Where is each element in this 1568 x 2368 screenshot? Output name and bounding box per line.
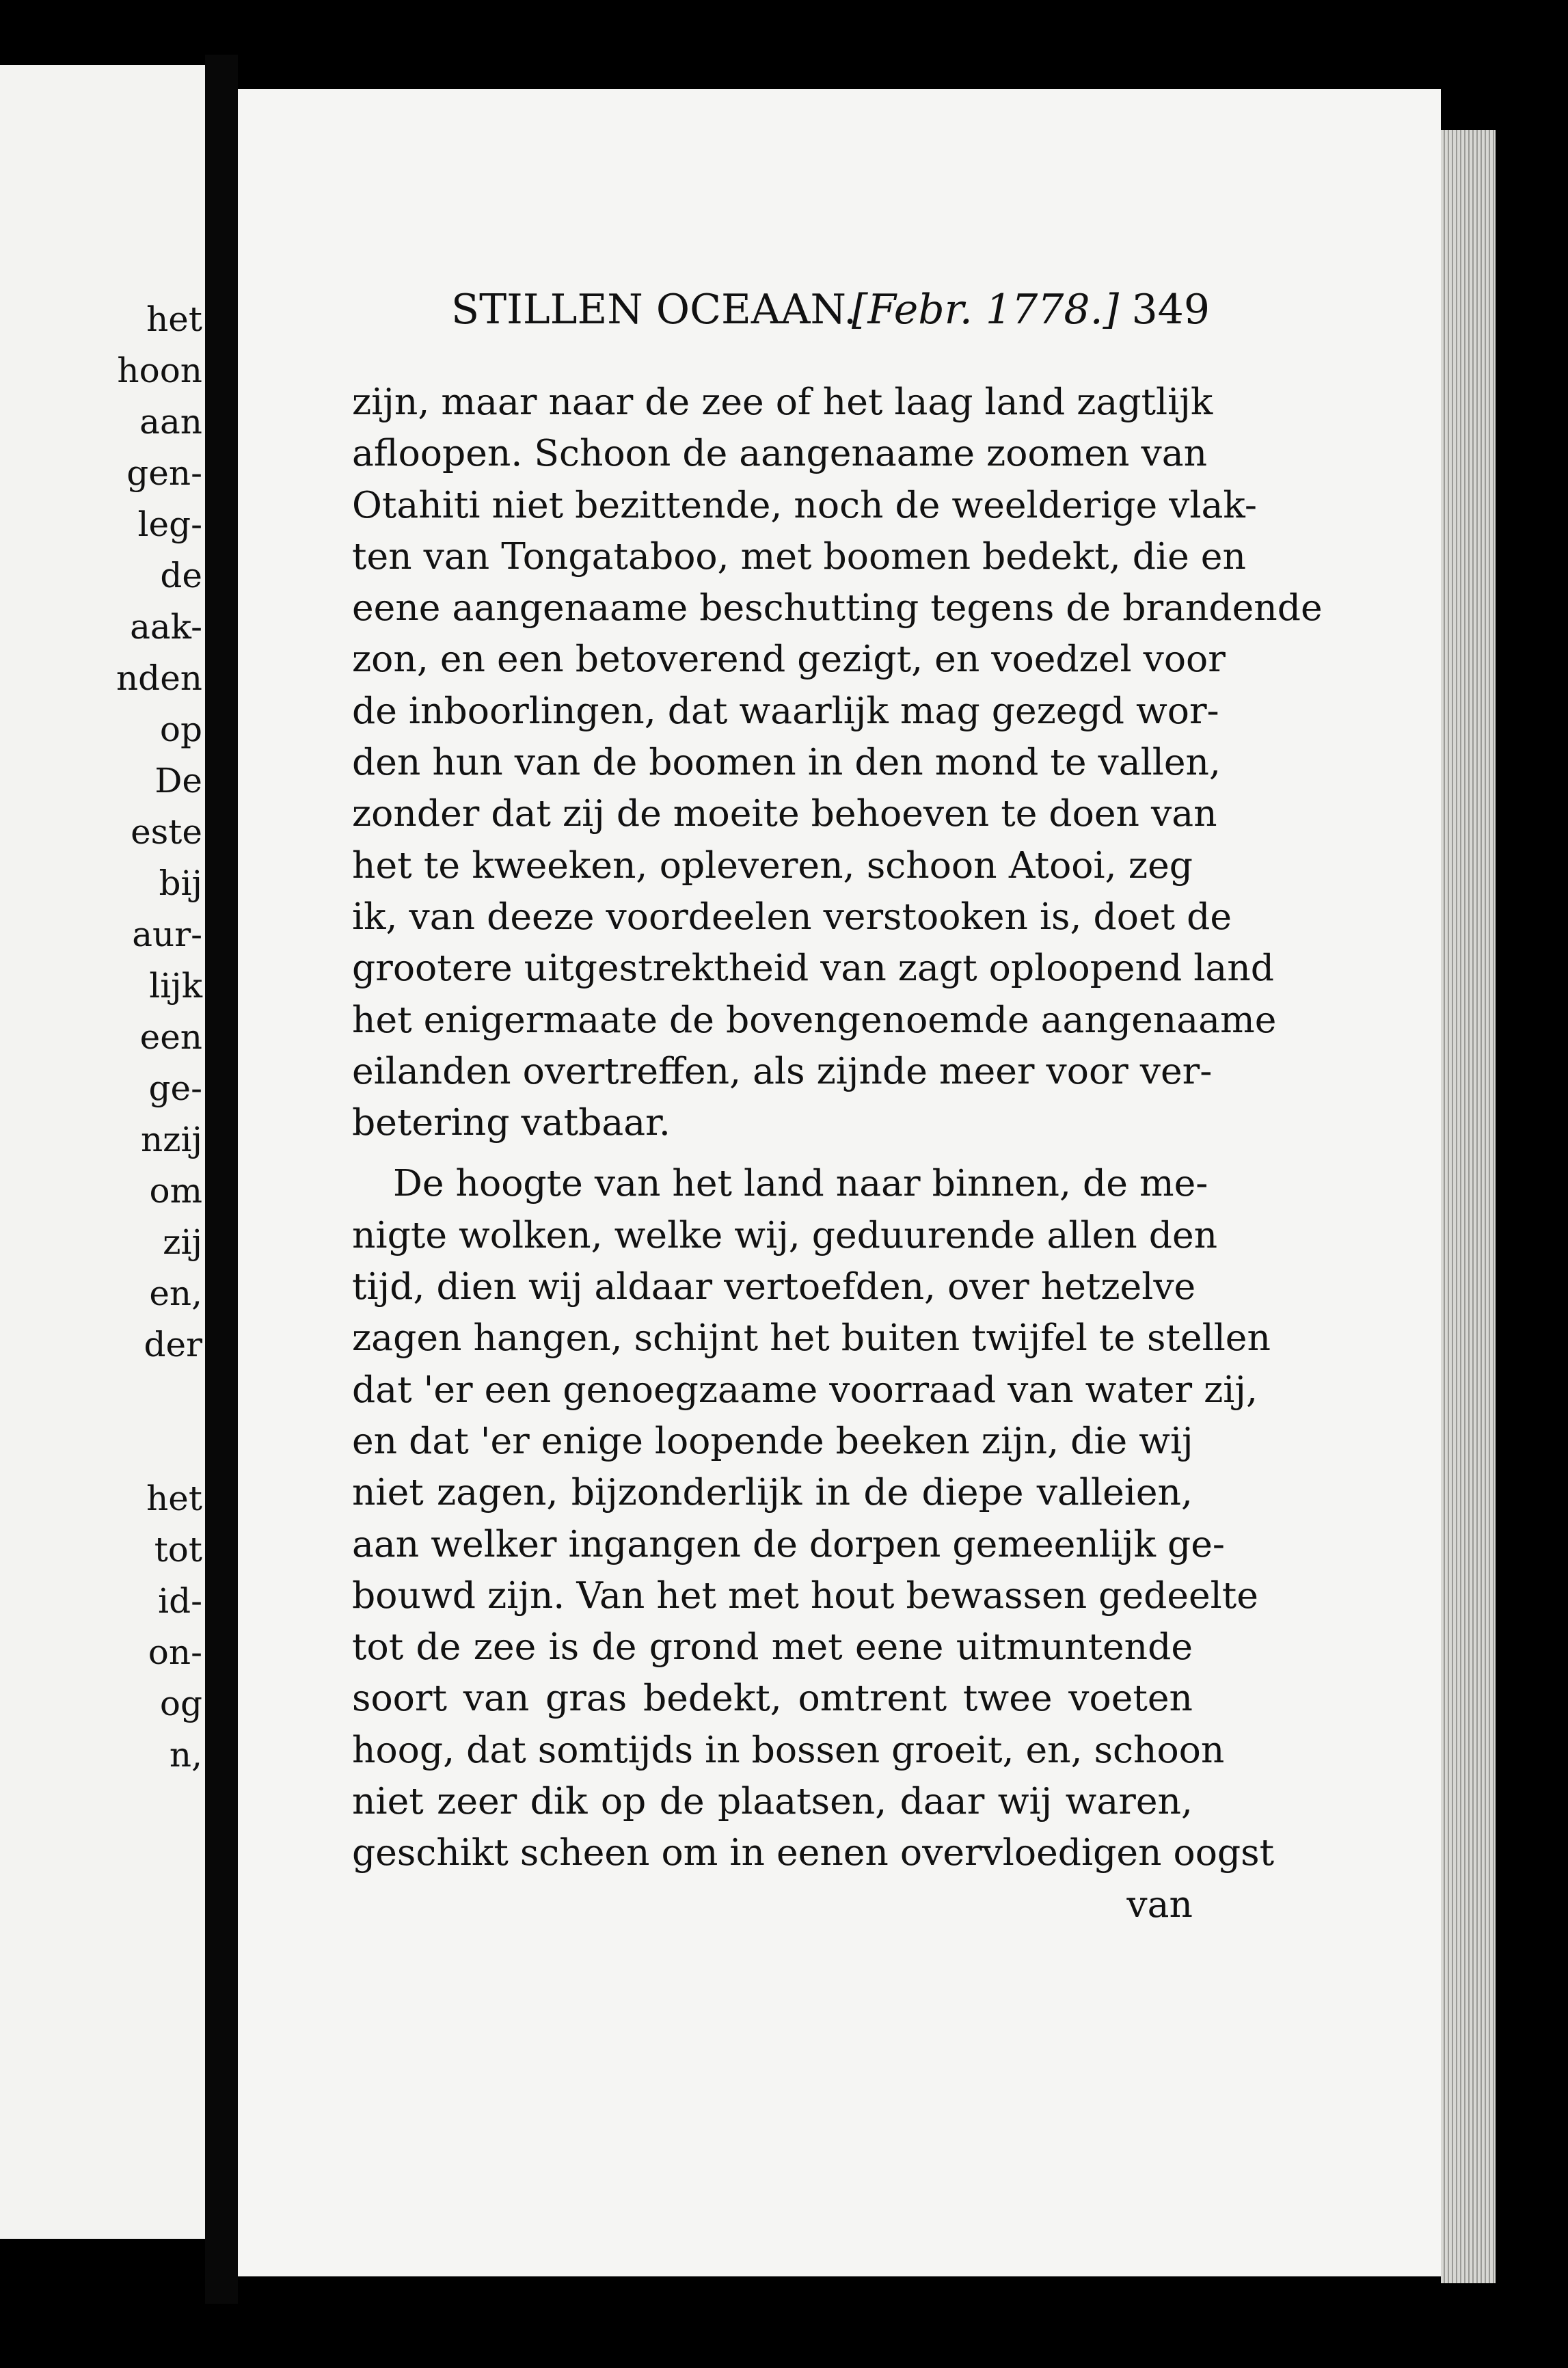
text-line: tot de zee is de grond met eene uitmuntende xyxy=(352,1625,1193,1669)
catchword: van xyxy=(1126,1882,1193,1926)
text-line: De hoogte van het land naar binnen, de me- xyxy=(393,1161,1208,1205)
left-page-line: nzij xyxy=(140,1120,202,1159)
left-page-line: n, xyxy=(169,1735,202,1775)
text-line: afloopen. Schoon de aangenaame zoomen van xyxy=(352,431,1208,475)
left-page-line: om xyxy=(149,1171,202,1211)
running-title: STILLEN OCEAAN. xyxy=(451,286,857,334)
text-line: aan welker ingangen de dorpen gemeenlijk ge- xyxy=(352,1522,1225,1565)
text-line: niet zagen, bijzonderlijk in de diepe valleien, xyxy=(352,1470,1193,1514)
left-page-line: lijk xyxy=(149,966,202,1006)
left-page-line: tot xyxy=(154,1530,202,1570)
text-line: eene aangenaame beschutting tegens de brandende xyxy=(352,586,1323,630)
facing-page-left xyxy=(0,65,205,2239)
text-line: nigte wolken, welke wij, geduurende allen den xyxy=(352,1213,1218,1256)
left-page-line: de xyxy=(160,556,202,595)
text-line: zagen hangen, schijnt het buiten twijfel te stellen xyxy=(352,1316,1271,1360)
text-line: en dat 'er enige loopende beeken zijn, die wij xyxy=(352,1418,1193,1462)
paragraph-2 xyxy=(352,1157,1275,1878)
left-page-line: aak- xyxy=(130,607,202,647)
left-page-line: op xyxy=(159,710,202,749)
left-page-line: der xyxy=(144,1325,202,1364)
text-line: niet zeer dik op de plaatsen, daar wij waren, xyxy=(352,1779,1193,1823)
left-page-line: aan xyxy=(139,402,202,442)
text-line: eilanden overtreffen, als zijnde meer voor ver- xyxy=(352,1049,1213,1092)
left-page-line: on- xyxy=(148,1632,202,1672)
text-line: zon, en een betoverend gezigt, en voedzel voor xyxy=(352,637,1226,681)
text-line: ten van Tongataboo, met boomen bedekt, die en xyxy=(352,534,1246,578)
text-line: zonder dat zij de moeite behoeven te doen van xyxy=(352,792,1217,835)
left-page-line: og xyxy=(159,1684,202,1723)
text-line: soort van gras bedekt, omtrent twee voeten xyxy=(352,1676,1193,1720)
text-line: de inboorlingen, dat waarlijk mag gezegd wor- xyxy=(352,688,1219,732)
left-page-line: het xyxy=(146,1479,202,1518)
left-page-line: hoon xyxy=(117,351,202,390)
left-page-line: gen- xyxy=(126,453,202,493)
text-line: dat 'er een genoegzaame voorraad van water zij, xyxy=(352,1367,1258,1411)
left-page-line: nden xyxy=(116,658,202,698)
text-line: zijn, maar naar de zee of het laag land zagtlijk xyxy=(352,380,1213,423)
text-line: hoog, dat somtijds in bossen groeit, en, schoon xyxy=(352,1727,1225,1771)
left-page-line: aur- xyxy=(132,915,202,954)
left-page-line: het xyxy=(146,299,202,339)
left-page-line: ge- xyxy=(148,1068,202,1108)
text-line: betering vatbaar. xyxy=(352,1101,671,1144)
text-line: grootere uitgestrektheid van zagt oploopend land xyxy=(352,946,1274,990)
text-line: het enigermaate de bovengenoemde aangenaame xyxy=(352,997,1277,1041)
left-page-line: leg- xyxy=(137,504,202,544)
left-page-line: este xyxy=(131,812,202,852)
text-line: Otahiti niet bezittende, noch de weelderige vlak- xyxy=(352,483,1257,526)
text-line: tijd, dien wij aldaar vertoefden, over hetzelve xyxy=(352,1265,1196,1308)
text-line: ik, van deeze voordeelen verstooken is, doet de xyxy=(352,894,1232,938)
date-label: [Febr. 1778.] xyxy=(852,286,1120,334)
text-line: geschikt scheen om in eenen overvloedigen oogst xyxy=(352,1831,1275,1874)
left-page-line: een xyxy=(139,1017,202,1057)
left-page-line: bij xyxy=(159,863,202,903)
page-edges xyxy=(1441,130,1496,2283)
text-line: den hun van de boomen in den mond te vallen, xyxy=(352,740,1221,784)
body-text xyxy=(352,376,1323,1930)
text-line: het te kweeken, opleveren, schoon Atooi, zeg xyxy=(352,843,1193,887)
running-header xyxy=(451,280,1210,342)
left-page-line: De xyxy=(154,761,202,800)
paragraph-1 xyxy=(352,376,1323,1148)
page-number: 349 xyxy=(1131,286,1210,334)
left-page-line: en, xyxy=(149,1274,202,1313)
book-gutter xyxy=(205,55,238,2304)
left-page-line: id- xyxy=(158,1581,202,1621)
text-line: bouwd zijn. Van het met hout bewassen gedeelte xyxy=(352,1573,1258,1617)
left-page-line: zij xyxy=(163,1222,202,1262)
